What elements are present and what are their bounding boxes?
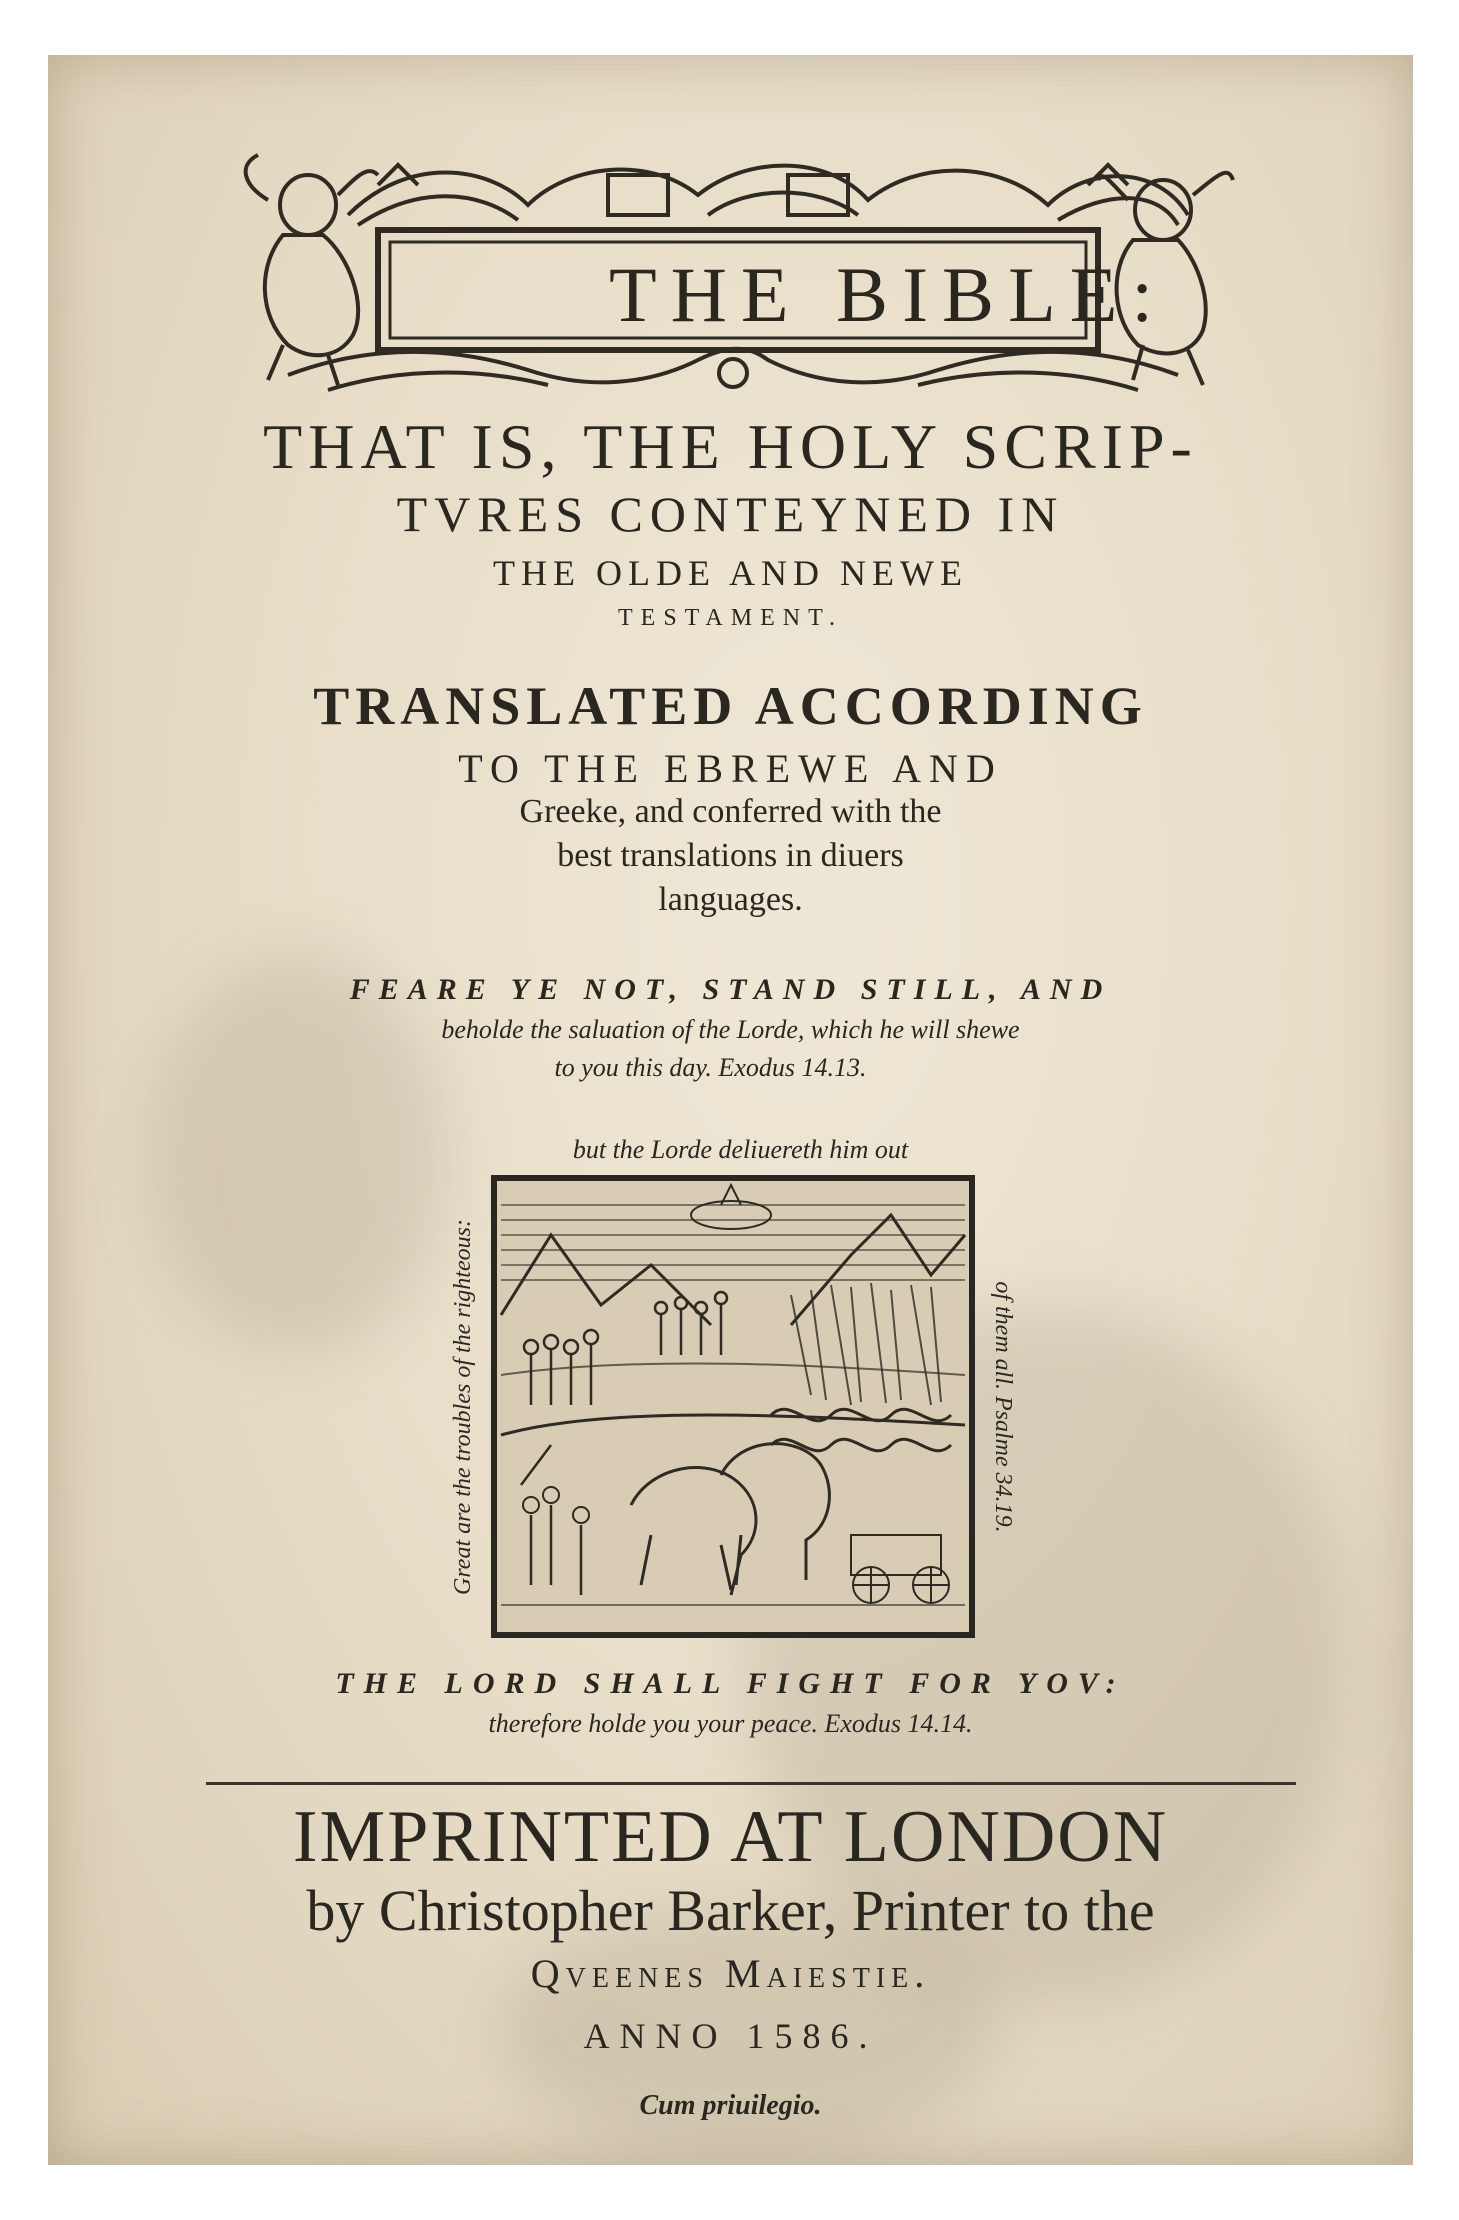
quote-bottom-line-1: THE LORD SHALL FIGHT FOR YOV: (335, 1667, 1126, 1700)
imprint-line-2: by Christopher Barker, Printer to the (306, 1878, 1155, 1943)
quote-bottom-line-2: therefore holde you your peace. Exodus 14.14. (488, 1709, 973, 1738)
subtitle-line-2: TO THE EBREWE AND (458, 746, 1003, 791)
quote-top-line-2: beholde the saluation of the Lorde, which he will shewe (441, 1015, 1020, 1044)
imprint-line-3: Qveenes Maiestie. (530, 1951, 931, 1996)
title-line-4: TESTAMENT. (618, 605, 843, 631)
title-line-2: TVRES CONTEYNED IN (396, 486, 1065, 542)
banner-title: THE BIBLE: (608, 251, 1168, 338)
title-line-1: THAT IS, THE HOLY SCRIP- (263, 411, 1198, 482)
title-line-3: THE OLDE AND NEWE (493, 553, 968, 593)
woodcut-illustration (491, 1175, 975, 1638)
subtitle-line-4: best translations in diuers (557, 837, 904, 874)
woodcut-caption-left: Great are the troubles of the righteous: (450, 1219, 476, 1595)
imprint-line-1: IMPRINTED AT LONDON (292, 1796, 1169, 1878)
woodcut-caption-top: but the Lorde deliuereth him out (572, 1135, 909, 1164)
crossing-red-sea-woodcut (491, 1175, 975, 1638)
subtitle-line-3: Greeke, and conferred with the (519, 793, 942, 830)
subtitle-line-1: TRANSLATED ACCORDING (313, 676, 1148, 736)
quote-top-line-3: to you this day. Exodus 14.13. (554, 1053, 867, 1082)
woodcut-caption-right: of them all. Psalme 34.19. (990, 1281, 1016, 1533)
imprint-line-5: Cum priuilegio. (639, 2090, 822, 2121)
quote-top-line-1: FEARE YE NOT, STAND STILL, AND (349, 973, 1112, 1006)
subtitle-line-5: languages. (658, 881, 803, 918)
horizontal-rule (206, 1782, 1296, 1785)
title-page (48, 55, 1413, 2165)
imprint-line-4: ANNO 1586. (583, 2016, 878, 2056)
